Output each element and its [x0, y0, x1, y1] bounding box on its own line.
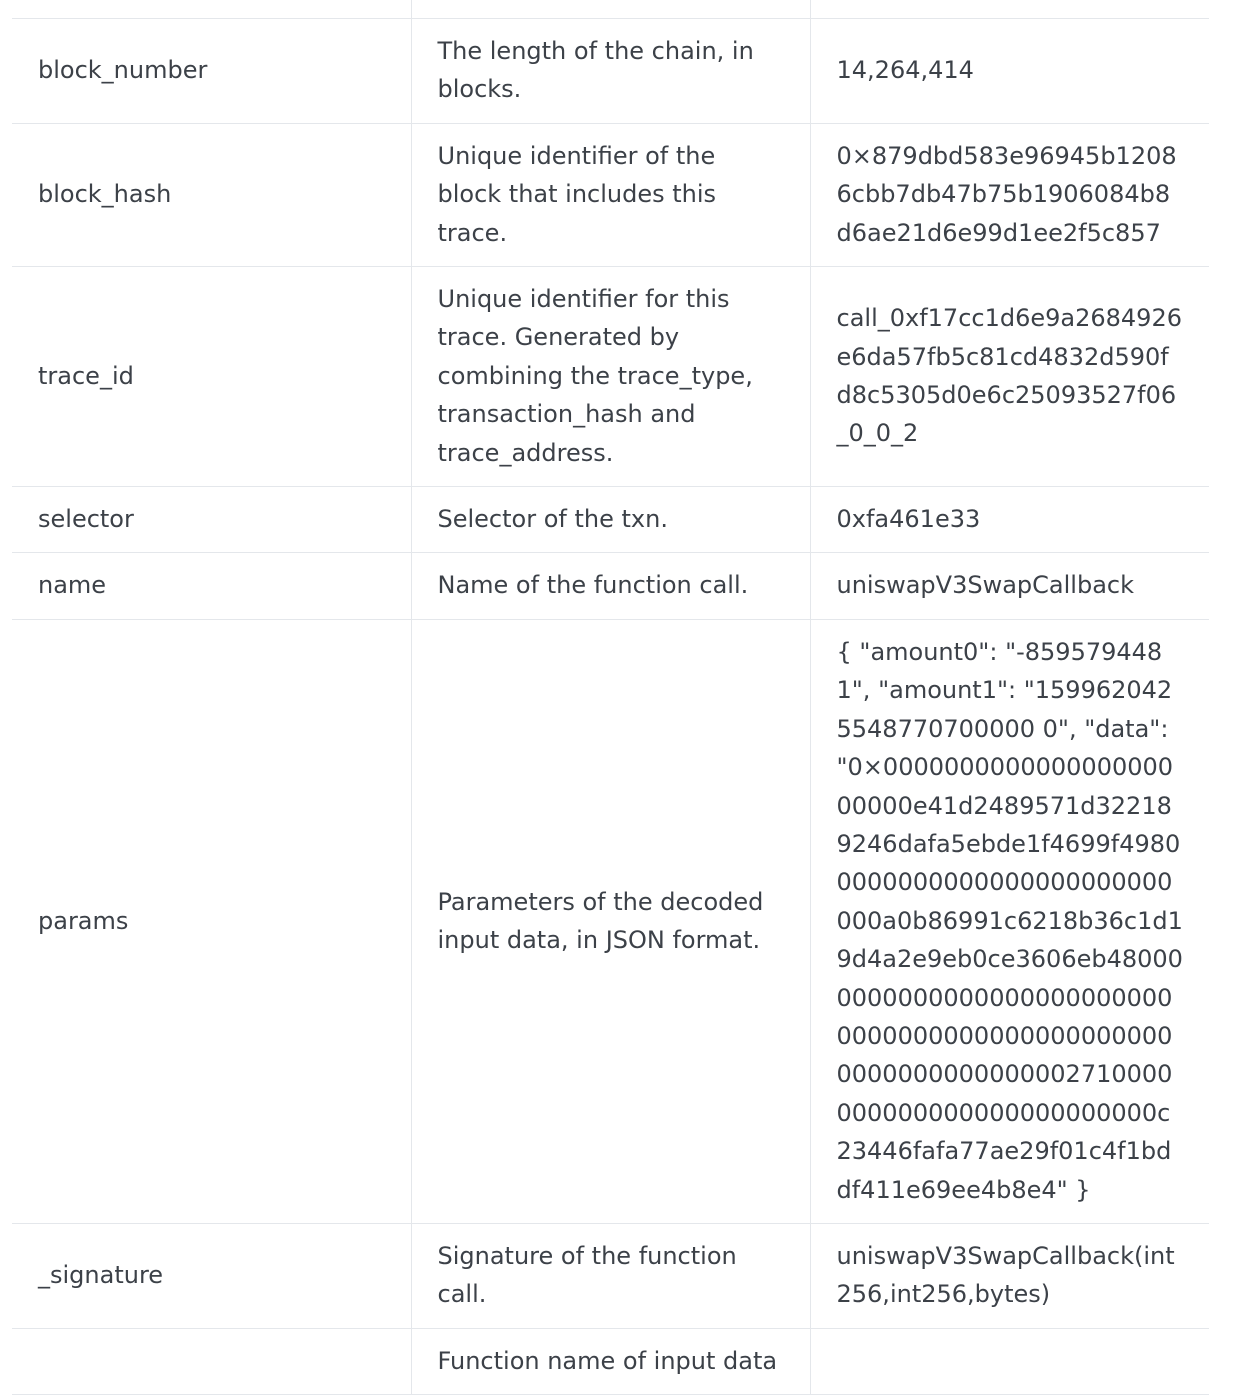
example-cell: 0×879dbd583e96945b12086cbb7db47b75b1906084b8d6ae21d6e99d1ee2f5c857 — [810, 123, 1209, 266]
column-name-cell: block_hash — [12, 123, 411, 266]
column-name-cell: block_number — [12, 19, 411, 124]
example-cell: uniswapV3SwapCallback(int256,int256,bytes) — [810, 1223, 1209, 1328]
example-cell — [810, 1328, 1209, 1394]
description-cell: Signature of the function call. — [411, 1223, 810, 1328]
description-cell: Name of the function call. — [411, 553, 810, 619]
description-cell: The length of the chain, in blocks. — [411, 19, 810, 124]
description-cell: Unique identifier of the block that includes this trace. — [411, 123, 810, 266]
description-cell: Selector of the txn. — [411, 487, 810, 553]
example-cell — [810, 0, 1209, 19]
table-row — [12, 487, 1209, 553]
column-name-cell: selector — [12, 487, 411, 553]
table-row — [12, 123, 1209, 266]
example-cell: 14,264,414 — [810, 19, 1209, 124]
table-row — [12, 267, 1209, 487]
column-name-cell: trace_id — [12, 267, 411, 487]
example-cell: { "amount0": "-8595794481", "amount1": "1599620425548770700000 0", "data": "0×000000000000000000000000e41d2489571d322189246dafa5ebde1f4699f49800000000000000000000000000a0b86991c6218b36c1d19d4a2e9eb0ce3606eb48000000000000000000000000000000000000000000000000000000000000002710000000000000000000000000c23446fafa77ae29f01c4f1bddf411e69ee4b8e4" } — [810, 619, 1209, 1223]
table-row — [12, 0, 1209, 19]
schema-table — [12, 0, 1209, 1395]
example-cell: uniswapV3SwapCallback — [810, 553, 1209, 619]
table-row — [12, 19, 1209, 124]
table-row — [12, 619, 1209, 1223]
example-cell: 0xfa461e33 — [810, 487, 1209, 553]
column-name-cell: params — [12, 619, 411, 1223]
description-cell: Parameters of the decoded input data, in JSON format. — [411, 619, 810, 1223]
description-cell — [411, 0, 810, 19]
example-cell: call_0xf17cc1d6e9a2684926e6da57fb5c81cd4832d590fd8c5305d0e6c25093527f06_0_0_2 — [810, 267, 1209, 487]
column-name-cell: name — [12, 553, 411, 619]
column-name-cell: _signature — [12, 1223, 411, 1328]
table-row — [12, 553, 1209, 619]
description-cell: Unique identifier for this trace. Generated by combining the trace_type, transaction_hash and trace_address. — [411, 267, 810, 487]
table-row — [12, 1328, 1209, 1394]
column-name-cell — [12, 0, 411, 19]
table-row — [12, 1223, 1209, 1328]
column-name-cell — [12, 1328, 411, 1394]
description-cell: Function name of input data — [411, 1328, 810, 1394]
